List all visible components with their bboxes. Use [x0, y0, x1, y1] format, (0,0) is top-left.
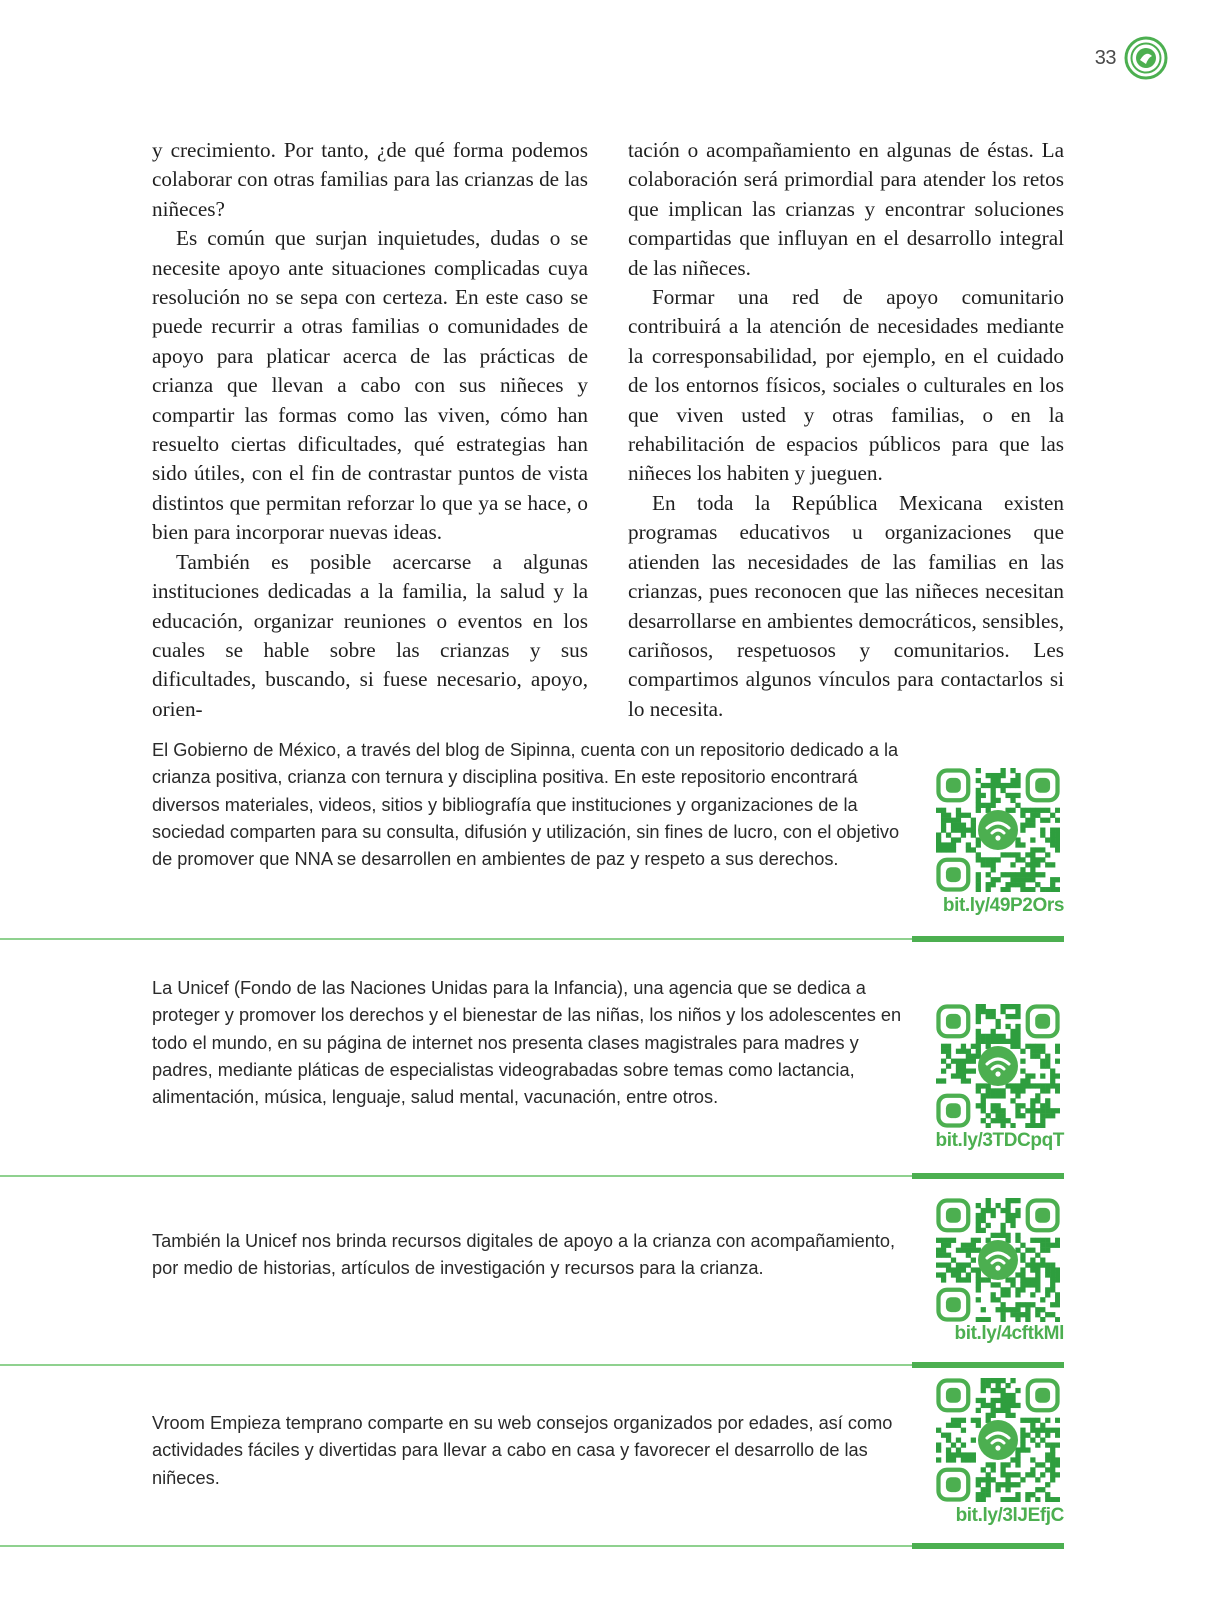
divider: [0, 1545, 1064, 1547]
resource-description: Vroom Empieza temprano comparte en su web consejos organizados por edades, así como actividades fáciles y divertidas para llevar a cabo en casa y favorecer el desarrollo de las niñeces.: [152, 1413, 893, 1488]
resource-link[interactable]: bit.ly/4cftkMl: [954, 1323, 1064, 1344]
divider-accent: [912, 1543, 1064, 1549]
paragraph: Es común que surjan inquietudes, dudas o se necesite apoyo ante situaciones complicadas cuya resolución no se sepa con certeza. En este caso se puede recurrir a otras familias o comunidades de apoyo para platicar acerca de las prácticas de crianza que llevan a cabo con sus niñeces y compartir las formas como las viven, cómo han resuelto ciertas dificultades, qué estrategias han sido útiles, con el fin de contrastar puntos de vista distintos que permitan reforzar lo que ya se hace, o bien para incorporar nuevas ideas.: [152, 226, 588, 545]
divider: [0, 1364, 1064, 1366]
qr-code-icon[interactable]: [936, 1378, 1060, 1502]
qr-code-icon[interactable]: [936, 1198, 1060, 1322]
body-text: [152, 136, 1064, 724]
divider-accent: [912, 1173, 1064, 1179]
resource-link[interactable]: bit.ly/3lJEfjC: [955, 1505, 1064, 1526]
paragraph: y crecimiento. Por tanto, ¿de qué forma podemos colaborar con otras familias para las crianzas de las niñeces?: [152, 138, 588, 221]
resource-description: También la Unicef nos brinda recursos digitales de apoyo a la crianza con acompañamiento, por medio de historias, artículos de investigación y recursos para la crianza.: [152, 1231, 896, 1279]
paragraph: También es posible acercarse a algunas instituciones dedicadas a la familia, la salud y la educación, organizar reuniones o eventos en los cuales se hable sobre las crianzas y sus dificultades, buscando, si fuese necesario, apoyo, orien-: [152, 549, 588, 721]
qr-code-icon[interactable]: [936, 1004, 1060, 1128]
left-column: [152, 136, 588, 724]
page-header: [1095, 36, 1168, 80]
divider-accent: [912, 1362, 1064, 1368]
resource-link[interactable]: bit.ly/49P2Ors: [942, 895, 1064, 916]
resource-link[interactable]: bit.ly/3TDCpqT: [935, 1130, 1064, 1151]
paragraph: Formar una red de apoyo comunitario contribuirá a la atención de necesidades mediante la corresponsabilidad, por ejemplo, en el cuidado de los entornos físicos, sociales o culturales en los que viven usted y otras familias, o en la rehabilitación de espacios públicos para que las niñeces los habiten y jueguen.: [628, 285, 1064, 486]
divider: [0, 938, 1064, 940]
resource-description: El Gobierno de México, a través del blog de Sipinna, cuenta con un repositorio dedicado a la crianza positiva, crianza con ternura y disciplina positiva. En este repositorio encontrará diversos materiales, videos, sitios y bibliografía que instituciones y organizaciones de la sociedad comparten para su consulta, difusión y utilización, sin fines de lucro, con el objetivo de promover que NNA se desarrollen en ambientes de paz y respeto a sus derechos.: [152, 740, 900, 870]
qr-code-icon[interactable]: [936, 768, 1060, 892]
right-column: [628, 136, 1064, 724]
paragraph: En toda la República Mexicana existen programas educativos u organizaciones que atienden las necesidades de las familias en las crianzas, pues reconocen que las niñeces necesitan desarrollarse en ambientes democráticos, sensibles, cariñosos, respetuosos y comunitarios. Les compartimos algunos vínculos para contactarlos si lo necesita.: [628, 490, 1064, 721]
paragraph: tación o acompañamiento en algunas de éstas. La colaboración será primordial para atender los retos que implican las crianzas y encontrar soluciones compartidas que influyan en el desarrollo integral de las niñeces.: [628, 138, 1064, 280]
divider-accent: [912, 936, 1064, 942]
resource-description: La Unicef (Fondo de las Naciones Unidas para la Infancia), una agencia que se dedica a proteger y promover los derechos y el bienestar de las niñas, los niños y los adolescentes en todo el mundo, en su página de internet nos presenta clases magistrales para madres y padres, mediante pláticas de especialistas videograbadas sobre temas como lactancia, alimentación, música, lenguaje, salud mental, vacunación, entre otros.: [152, 978, 902, 1108]
page-number: 33: [1094, 46, 1116, 69]
divider: [0, 1175, 1064, 1177]
ecology-circle-icon: [1124, 36, 1168, 80]
